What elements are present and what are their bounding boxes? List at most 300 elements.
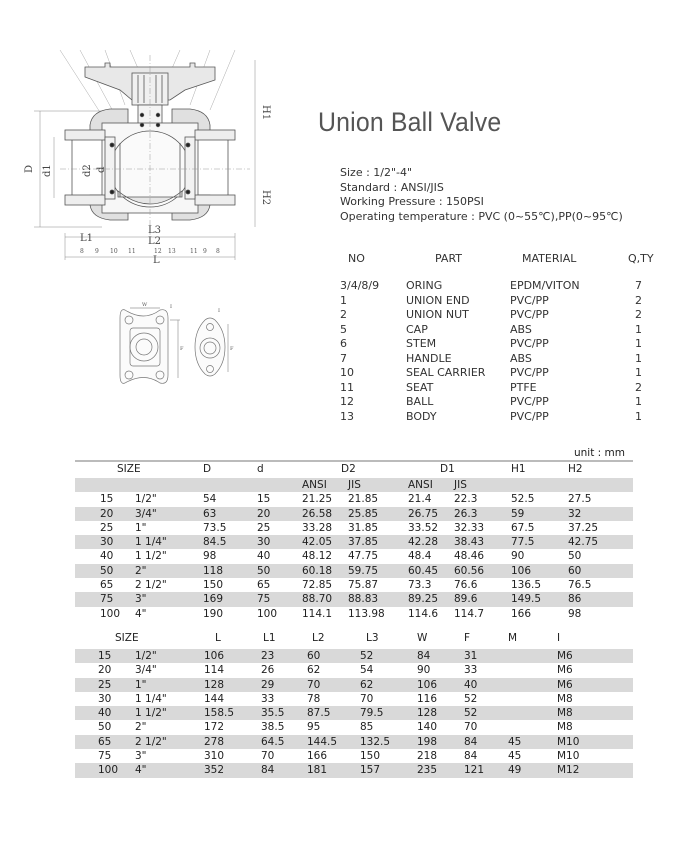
part-no: 13 [340,409,354,423]
val-F: 52 [464,707,478,720]
val-F: 40 [464,678,478,691]
val-H2: 32 [568,507,582,520]
header-d: d [257,463,264,475]
val-D1-ansi: 60.45 [408,564,439,577]
header-F: F [464,632,471,644]
header-H1: H1 [511,463,526,475]
dimension-table-2-row [75,763,633,777]
val-H1: 59 [511,507,525,520]
dimension-table-1-row [75,592,633,606]
val-D2-jis: 47.75 [348,550,379,563]
dimension-table-2-row [75,735,633,749]
val-H1: 166 [511,607,532,620]
val-D2-ansi: 21.25 [302,493,333,506]
dimension-table-2-row [75,649,633,663]
size-inch: 1 1/2" [135,550,167,563]
size-inch: 4" [135,764,147,777]
dimension-table-1-row [75,607,633,621]
val-D: 73.5 [203,521,227,534]
part-name: SEAT [406,380,434,394]
dimension-table-2-row [75,749,633,763]
val-D1-jis: 89.6 [454,593,478,606]
header-L2: L2 [312,632,325,644]
dim-d2-label: d2 [82,164,93,177]
callout-label: 12 [154,248,162,255]
val-W: 106 [417,678,438,691]
val-H2: 86 [568,593,582,606]
size-inch: 1 1/2" [135,707,167,720]
val-D2-ansi: 42.05 [302,536,333,549]
dimension-table-1-row [75,507,633,521]
val-D1-jis: 114.7 [454,607,485,620]
val-L3: 70 [360,692,374,705]
size-mm: 40 [100,550,114,563]
callout-label: 11 [190,248,198,255]
val-D2-ansi: 114.1 [302,607,333,620]
val-D2-jis: 37.85 [348,536,379,549]
val-d: 25 [257,521,271,534]
val-F: 70 [464,721,478,734]
val-D: 98 [203,550,217,563]
spec-pressure: Working Pressure : 150PSI [340,195,484,208]
part-material: PVC/PP [510,395,549,408]
dim-d-label: d [96,166,107,173]
callout-label: 9 [203,248,207,255]
val-D: 84.5 [203,536,227,549]
val-D1-ansi: 21.4 [408,493,432,506]
subheader-jis: JIS [454,479,467,491]
val-H2: 76.5 [568,579,592,592]
val-L2: 144.5 [307,735,338,748]
part-name: BALL [406,395,434,408]
val-L2: 62 [307,664,321,677]
val-W: 128 [417,707,438,720]
callout-label: 8 [80,248,84,255]
val-D1-jis: 38.43 [454,536,485,549]
size-mm: 65 [98,735,112,748]
dimension-table-2-row [75,706,633,720]
val-d: 75 [257,593,271,606]
part-name: ORING [406,279,443,292]
val-D1-ansi: 114.6 [408,607,439,620]
val-I: M12 [557,764,580,777]
part-qty: 1 [635,366,642,379]
val-D1-jis: 32.33 [454,521,485,534]
val-D1-jis: 26.3 [454,507,478,520]
val-L: 114 [204,664,225,677]
header-H2: H2 [568,463,583,475]
spec-size: Size : 1/2"-4" [340,166,413,179]
val-L2: 70 [307,678,321,691]
part-no: 12 [340,395,354,408]
spec-standard: Standard : ANSI/JIS [340,180,444,194]
val-W: 235 [417,764,438,777]
header-qty: Q,TY [628,252,654,265]
val-D1-ansi: 26.75 [408,507,439,520]
val-I: M8 [557,692,573,705]
dimension-table-1-row [75,535,633,549]
dimension-table-1-row [75,521,633,535]
val-H1: 136.5 [511,579,542,592]
size-mm: 100 [100,607,121,620]
val-L: 106 [204,650,225,662]
part-qty: 2 [635,380,642,394]
val-H2: 27.5 [568,493,592,506]
val-L: 352 [204,764,225,777]
header-material: MATERIAL [522,252,577,265]
val-I: M8 [557,721,573,734]
val-D2-jis: 113.98 [348,607,385,620]
val-D2-jis: 31.85 [348,521,379,534]
val-D2-ansi: 48.12 [302,550,333,563]
part-material: EPDM/VITON [510,279,580,292]
size-mm: 20 [98,664,112,677]
part-no: 11 [340,380,354,394]
val-I: M10 [557,735,580,748]
val-L1: 64.5 [261,735,285,748]
part-material: ABS [510,351,532,365]
val-I: M8 [557,707,573,720]
dim-L2-label: L2 [148,236,162,247]
val-L1: 23 [261,650,275,662]
dimension-table-2-row [75,678,633,692]
size-inch: 4" [135,607,147,620]
header-L3: L3 [366,632,379,644]
dim-F-label: F [180,346,184,352]
part-material: PVC/PP [510,366,549,379]
part-no: 7 [340,351,347,365]
size-mm: 25 [98,678,112,691]
val-L1: 33 [261,692,275,705]
part-qty: 2 [635,308,642,321]
parts-table-row [340,308,645,323]
spec-list [340,166,623,224]
header-W: W [417,632,428,644]
header-M: M [508,632,518,644]
val-D2-ansi: 33.28 [302,521,333,534]
dimension-table-2-row [75,720,633,734]
part-name: CAP [406,322,428,336]
val-F: 121 [464,764,485,777]
callout-label: 11 [128,248,136,255]
val-L3: 79.5 [360,707,384,720]
val-H1: 106 [511,564,532,577]
size-mm: 100 [98,764,119,777]
size-inch: 2 1/2" [135,579,167,592]
val-L: 144 [204,692,225,705]
val-L3: 157 [360,764,381,777]
dim-d1-label: d1 [42,164,53,177]
val-L1: 84 [261,764,275,777]
val-L3: 132.5 [360,735,391,748]
part-material: PTFE [510,380,537,394]
val-H2: 50 [568,550,582,563]
header-D2: D2 [341,463,356,475]
val-d: 15 [257,493,271,506]
val-L2: 78 [307,692,321,705]
header-D: D [203,463,212,475]
val-D: 190 [203,607,224,620]
val-D1-jis: 22.3 [454,493,478,506]
val-D2-ansi: 72.85 [302,579,333,592]
val-H1: 77.5 [511,536,535,549]
val-D1-ansi: 73.3 [408,579,432,592]
val-I: M6 [557,650,573,662]
dimension-table-2-row [75,692,633,706]
size-inch: 3" [135,593,147,606]
size-inch: 3" [135,750,147,763]
size-mm: 65 [100,579,114,592]
val-D2-jis: 25.85 [348,507,379,520]
part-no: 10 [340,366,354,379]
part-no: 2 [340,308,347,321]
val-L: 310 [204,750,225,763]
subheader-ansi: ANSI [302,479,327,491]
val-W: 140 [417,721,438,734]
size-mm: 50 [100,564,114,577]
val-L1: 29 [261,678,275,691]
size-mm: 40 [98,707,112,720]
part-qty: 1 [635,395,642,408]
part-qty: 7 [635,279,642,292]
val-W: 84 [417,650,431,662]
val-L: 158.5 [204,707,235,720]
dim-L-label: L [153,255,160,266]
size-inch: 2" [135,721,147,734]
flange-views-drawing [100,290,250,400]
header-L: L [215,632,221,644]
val-W: 90 [417,664,431,677]
val-I: M10 [557,750,580,763]
dimension-table-1-header [75,462,633,478]
part-material: PVC/PP [510,308,549,321]
size-inch: 3/4" [135,664,157,677]
val-L: 278 [204,735,225,748]
val-d: 100 [257,607,278,620]
val-F: 84 [464,750,478,763]
part-no: 3/4/8/9 [340,279,380,292]
header-I: I [557,632,561,644]
val-L1: 26 [261,664,275,677]
size-inch: 1/2" [135,493,157,506]
part-name: STEM [406,337,437,350]
val-M: 45 [508,750,522,763]
val-L3: 52 [360,650,374,662]
part-material: PVC/PP [510,293,549,307]
dim-F-label-small: F [230,346,234,352]
val-H1: 67.5 [511,521,535,534]
val-L3: 62 [360,678,374,691]
val-D1-jis: 60.56 [454,564,485,577]
val-D: 54 [203,493,217,506]
part-name: UNION END [406,293,470,307]
size-inch: 2" [135,564,147,577]
val-L: 128 [204,678,225,691]
subheader-ansi: ANSI [408,479,433,491]
val-M: 49 [508,764,522,777]
val-W: 218 [417,750,438,763]
parts-table-row [340,337,645,352]
val-H2: 98 [568,607,582,620]
parts-table-row [340,323,645,338]
val-D: 169 [203,593,224,606]
val-L2: 181 [307,764,328,777]
header-L1: L1 [263,632,276,644]
parts-table-row [340,366,645,381]
val-F: 84 [464,735,478,748]
dim-I-label: I [170,304,172,310]
val-M: 45 [508,735,522,748]
val-L3: 150 [360,750,381,763]
dim-I-label-small: I [218,308,220,314]
val-D: 118 [203,564,224,577]
part-material: PVC/PP [510,337,549,350]
val-L2: 60 [307,650,321,662]
parts-table-row [340,294,645,309]
val-d: 50 [257,564,271,577]
dimension-table-2-header [75,631,633,649]
val-d: 40 [257,550,271,563]
parts-table-row [340,395,645,410]
val-L3: 85 [360,721,374,734]
size-mm: 20 [100,507,114,520]
callout-label: 13 [168,248,176,255]
part-material: PVC/PP [510,409,549,423]
dimension-table-2-row [75,663,633,677]
val-D2-jis: 75.87 [348,579,379,592]
dim-D-label: D [24,164,35,173]
size-mm: 75 [100,593,114,606]
val-F: 31 [464,650,478,662]
parts-table-row [340,352,645,367]
val-D1-jis: 76.6 [454,579,478,592]
size-mm: 50 [98,721,112,734]
size-mm: 25 [100,521,114,534]
header-part: PART [435,252,463,265]
val-L1: 38.5 [261,721,285,734]
size-inch: 2 1/2" [135,735,167,748]
val-F: 33 [464,664,478,677]
dim-H2-label: H2 [260,190,271,206]
spec-temperature: Operating temperature : PVC (0~55℃),PP(0~95℃) [340,209,623,223]
val-L1: 35.5 [261,707,285,720]
parts-table-row [340,410,645,425]
val-I: M6 [557,664,573,677]
callout-label: 9 [95,248,99,255]
callout-label: 8 [216,248,220,255]
val-D2-jis: 21.85 [348,493,379,506]
val-D1-ansi: 48.4 [408,550,432,563]
part-qty: 1 [635,322,642,336]
dimension-table-1-row [75,492,633,506]
val-H1: 149.5 [511,593,542,606]
dimension-table-2 [75,631,633,778]
part-qty: 1 [635,409,642,423]
header-no: NO [348,252,365,265]
dim-L3-label: L3 [148,225,162,236]
val-L1: 70 [261,750,275,763]
part-qty: 2 [635,293,642,307]
val-H1: 52.5 [511,493,535,506]
val-D2-ansi: 88.70 [302,593,333,606]
val-F: 52 [464,692,478,705]
callout-label: 10 [110,248,118,255]
size-mm: 15 [98,650,112,662]
val-D2-jis: 59.75 [348,564,379,577]
val-D: 150 [203,579,224,592]
part-name: UNION NUT [406,308,469,321]
header-D1: D1 [440,463,455,475]
size-mm: 30 [100,536,114,549]
header-size: SIZE [117,463,141,475]
dimension-table-1 [75,460,633,621]
val-W: 198 [417,735,438,748]
part-qty: 1 [635,337,642,350]
size-mm: 15 [100,493,114,506]
size-mm: 30 [98,692,112,705]
dimension-table-1-row [75,549,633,563]
part-no: 6 [340,337,347,350]
val-d: 65 [257,579,271,592]
val-D2-jis: 88.83 [348,593,379,606]
product-title: Union Ball Valve [318,107,502,137]
val-D: 63 [203,507,217,520]
dim-H1-label: H1 [260,105,271,121]
part-material: ABS [510,322,532,336]
parts-table-header [340,252,654,279]
parts-table [340,252,654,424]
size-mm: 75 [98,750,112,763]
val-L2: 87.5 [307,707,331,720]
val-d: 20 [257,507,271,520]
size-inch: 1" [135,521,147,534]
dimension-table-1-row [75,578,633,592]
val-D2-ansi: 26.58 [302,507,333,520]
part-no: 1 [340,293,347,307]
val-d: 30 [257,536,271,549]
val-L2: 166 [307,750,328,763]
size-inch: 3/4" [135,507,157,520]
val-L2: 95 [307,721,321,734]
dim-W-label: W [142,302,148,308]
size-inch: 1 1/4" [135,692,167,705]
part-no: 5 [340,322,347,336]
val-D2-ansi: 60.18 [302,564,333,577]
val-D1-ansi: 89.25 [408,593,439,606]
header-size: SIZE [115,632,139,644]
val-H2: 42.75 [568,536,599,549]
parts-table-row [340,279,645,294]
subheader-jis: JIS [348,479,361,491]
val-L: 172 [204,721,225,734]
dimension-table-1-subheader [75,478,633,492]
val-L3: 54 [360,664,374,677]
val-H1: 90 [511,550,525,563]
dimension-table-1-row [75,564,633,578]
val-D1-ansi: 42.28 [408,536,439,549]
part-name: SEAL CARRIER [406,366,486,379]
size-inch: 1 1/4" [135,536,167,549]
val-H2: 60 [568,564,582,577]
valve-cross-section-drawing [20,45,280,270]
val-D1-jis: 48.46 [454,550,485,563]
dim-L1-label: L1 [80,233,94,244]
part-name: HANDLE [406,351,452,365]
size-inch: 1/2" [135,650,157,662]
val-D1-ansi: 33.52 [408,521,439,534]
val-H2: 37.25 [568,521,599,534]
part-qty: 1 [635,351,642,365]
